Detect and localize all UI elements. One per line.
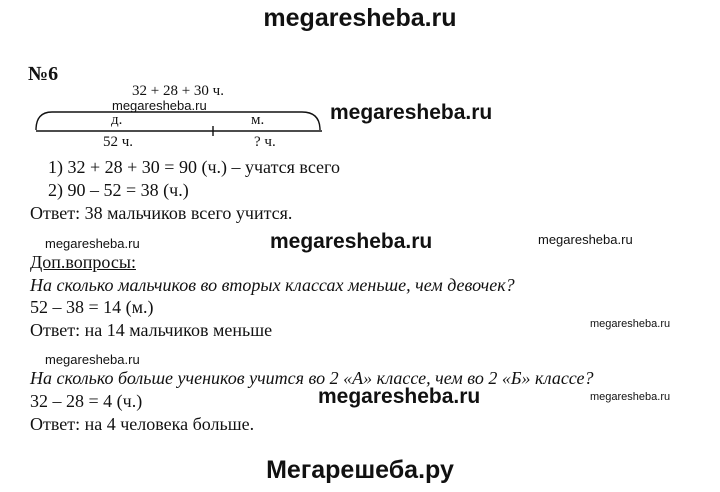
diagram-bottom-left-label: 52 ч.	[103, 134, 134, 150]
diagram-segment-left-label: д.	[111, 112, 123, 128]
watermark-small: megaresheba.ru	[590, 318, 671, 330]
problem-number: №6	[28, 63, 59, 85]
watermark-small: megaresheba.ru	[45, 236, 140, 251]
site-footer-title: Мегарешеба.ру	[266, 456, 454, 484]
extra-question-2: На сколько больше учеников учится во 2 «А» классе, чем во 2 «Б» классе?	[30, 368, 594, 388]
diagram-segment-right-label: м.	[251, 112, 265, 128]
watermark-large: megaresheba.ru	[270, 230, 433, 253]
diagram-top-label: 32 + 28 + 30 ч.	[132, 83, 224, 99]
watermark-small: megaresheba.ru	[590, 391, 671, 403]
solution-answer: Ответ: 38 мальчиков всего учится.	[30, 203, 293, 223]
watermark-small: megaresheba.ru	[112, 98, 207, 113]
diagram-top-brace	[36, 112, 320, 130]
watermark-large: megaresheba.ru	[330, 101, 493, 124]
extra-question-2-calc: 32 – 28 = 4 (ч.)	[30, 391, 143, 411]
watermark-large: megaresheba.ru	[318, 385, 481, 408]
watermark-small: megaresheba.ru	[45, 352, 140, 367]
watermark-small: megaresheba.ru	[538, 232, 633, 247]
extra-questions-heading: Доп.вопросы:	[30, 252, 136, 272]
extra-question-1-answer: Ответ: на 14 мальчиков меньше	[30, 320, 273, 340]
extra-question-2-answer: Ответ: на 4 человека больше.	[30, 414, 255, 434]
extra-question-1-calc: 52 – 38 = 14 (м.)	[30, 297, 154, 317]
solution-step-2: 2) 90 – 52 = 38 (ч.)	[48, 180, 189, 200]
diagram-bottom-right-label: ? ч.	[254, 134, 276, 150]
solution-step-1: 1) 32 + 28 + 30 = 90 (ч.) – учатся всего	[48, 157, 340, 177]
site-header-title: megaresheba.ru	[263, 4, 457, 32]
extra-question-1: На сколько мальчиков во вторых классах меньше, чем девочек?	[30, 275, 515, 295]
